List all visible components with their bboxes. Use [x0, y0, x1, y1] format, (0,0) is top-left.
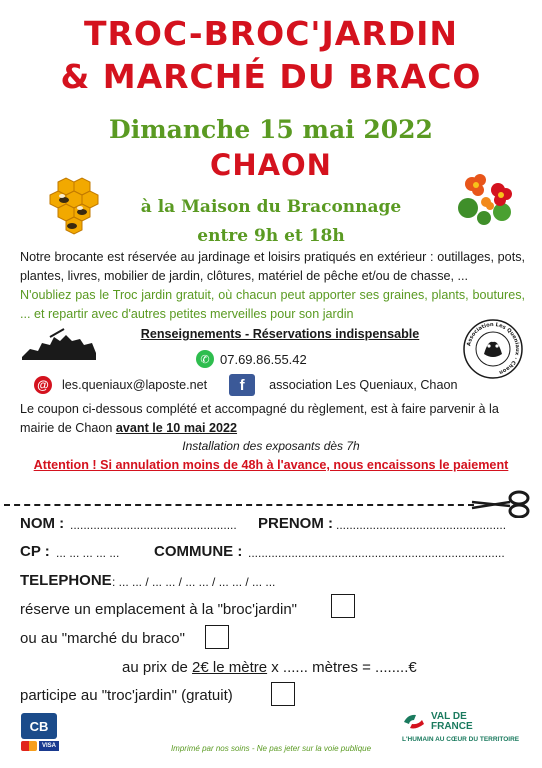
cb-card-logo: CB — [21, 713, 57, 739]
telephone-label: TELEPHONE — [20, 572, 112, 589]
phone-number[interactable]: 07.69.86.55.42 — [220, 351, 307, 367]
prenom-label: PRENOM : — [258, 515, 333, 532]
event-city: CHAON — [210, 148, 332, 182]
coupon-text: Le coupon ci-dessous complété et accompagné du règlement, est à faire parvenir à la mairie de Chaon — [20, 402, 499, 435]
hunting-silhouette-icon — [20, 327, 98, 361]
poster-title-line2 — [0, 57, 542, 96]
troc-jardin-checkbox[interactable] — [271, 682, 295, 706]
price-line — [122, 659, 417, 676]
commune-label: COMMUNE : — [154, 543, 243, 560]
facebook-icon: f — [229, 374, 255, 396]
commune-field[interactable]: ............................................................................. — [248, 546, 505, 560]
bank-name-line1: VAL DE — [431, 711, 467, 722]
troc-jardin-option: participe au "troc'jardin" (gratuit) — [20, 687, 233, 704]
cut-line — [4, 504, 474, 506]
troc-jardin-paragraph: N'oubliez pas le Troc jardin gratuit, où chacun peut apporter ses graines, plants, boutures, ... et repartir avec d'autres petites merveilles pour son jardin — [20, 288, 525, 321]
nom-label: NOM : — [20, 515, 65, 532]
phone-row — [196, 349, 307, 369]
scissors-icon — [470, 490, 532, 518]
cancellation-warning: Attention ! Si annulation moins de 48h à l'avance, nous encaissons le paiement — [33, 458, 509, 472]
cp-field[interactable]: ... ... ... ... ... — [56, 546, 120, 560]
bank-name-line2: FRANCE — [431, 721, 473, 732]
printed-notice: Imprimé par nos soins - Ne pas jeter sur la voie publique — [170, 744, 372, 753]
credit-agricole-icon — [402, 712, 428, 732]
bank-sponsor-logo — [402, 712, 520, 743]
title-line1-text: TROC-BROC'JARDIN — [83, 14, 459, 53]
phone-icon: ✆ — [196, 350, 214, 368]
broc-jardin-checkbox[interactable] — [331, 594, 355, 618]
facebook-page[interactable]: association Les Queniaux, Chaon — [269, 378, 458, 392]
installation-note: Installation des exposants dès 7h — [182, 439, 360, 453]
contact-row — [34, 374, 457, 396]
email-address[interactable]: les.queniaux@laposte.net — [62, 378, 208, 392]
price-prefix: au prix de — [122, 659, 193, 676]
bank-slogan: L'HUMAIN AU CŒUR DU TERRITOIRE — [402, 736, 520, 743]
coupon-deadline: avant le 10 mai 2022 — [115, 420, 238, 435]
price-calculation[interactable]: x ...... mètres = ........€ — [267, 659, 417, 676]
association-logo-text: Association Les Queniaux · Chaon — [466, 321, 521, 376]
marche-braco-option: ou au "marché du braco" — [20, 630, 185, 647]
broc-jardin-option: réserve un emplacement à la "broc'jardin" — [20, 601, 297, 618]
event-venue: à la Maison du Braconnage — [140, 197, 402, 217]
event-hours: entre 9h et 18h — [197, 226, 345, 246]
poster-title-line1 — [0, 14, 542, 53]
coupon-instructions — [20, 400, 525, 437]
prenom-field[interactable]: ................................................... — [336, 518, 507, 532]
marche-braco-checkbox[interactable] — [205, 625, 229, 649]
telephone-field[interactable]: : ... ... / ... ... / ... ... / ... ... / ... ... — [112, 575, 276, 589]
cp-label: CP : — [20, 543, 50, 560]
event-date: Dimanche 15 mai 2022 — [109, 115, 433, 144]
price-per-meter: 2€ le mètre — [192, 659, 268, 676]
description-paragraph: Notre brocante est réservée au jardinage et loisirs pratiqués en extérieur : outillages, pots, plantes, livres, mobilier de jardin, clôtures, matériel de pêche et/ou de chasse, ... — [20, 250, 525, 283]
nom-field[interactable]: .................................................. — [70, 518, 237, 532]
visa-icon: VISA — [39, 741, 59, 751]
info-heading: Renseignements - Réservations indispensable — [140, 327, 420, 341]
title-line2-text: & MARCHÉ DU BRACO — [60, 57, 482, 96]
email-icon: @ — [34, 376, 52, 394]
association-logo — [462, 318, 524, 380]
